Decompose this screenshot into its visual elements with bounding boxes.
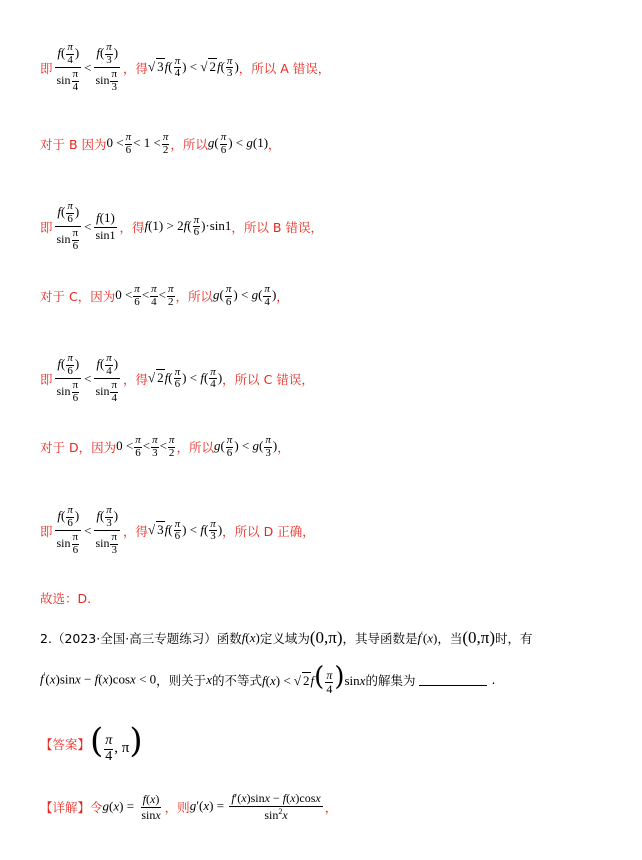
- expr-fx: f(x): [241, 630, 260, 645]
- fraction-c-right: f( $\frac{\pi}{4}$ ) sin $\frac{\pi}{4}$: [95, 352, 119, 404]
- fraction-d-right: f( $\frac{\pi}{3}$ ) sin $\frac{\pi}{3}$: [95, 504, 119, 556]
- detail-line: 【详解】 令 g(x) = $\frac{f(x)}{\sin x}$ ，则 g′(x) = $\frac{f'(x)\sin x - f(x)\cos x}{\sin^2x}$ ，: [40, 791, 338, 823]
- fraction-f-pi6-over-sin-pi6: f( $\frac{\pi}{6}$ ) sin $\frac{\pi}{6}$: [56, 200, 80, 252]
- fraction-c-left: f( $\frac{\pi}{6}$ ) sin $\frac{\pi}{6}$: [56, 352, 80, 404]
- problem-2-line-1: 2. （2023·全国·高三专题练习） 函数 f(x) 定义域为 (0,π) ，其导函数是 f′(x) ，当 (0,π) 时，有: [40, 628, 533, 647]
- line-b-conclusion: 即 f( $\frac{\pi}{6}$ ) sin $\frac{\pi}{6}$ < $\frac{f(1)}{\sin 1}$ ，得 f(1) > 2f( $\frac{\pi}{6}$ )·sin1 ，所以 B 错误，: [40, 200, 323, 252]
- inequality-d: √ 3f( $\frac{\pi}{6}$ ) < f( $\frac{\pi}{3}$ ): [148, 517, 223, 543]
- problem-number: 2.: [40, 630, 52, 646]
- inequality-c-g: g( $\frac{\pi}{6}$ ) < g( $\frac{\pi}{4}$ ): [213, 283, 277, 308]
- line-a-conclusion: 即 f( $\frac{\pi}{4}$ ) sin $\frac{\pi}{4}$ < f( $\frac{\pi}{3}$ ) sin $\frac{\pi}{3}$ ，得 √ 3f( $\frac{\pi}{4}$ ) < √ 2f( $\frac{\pi}{3}$ ) ，所以 A 错误，: [40, 41, 331, 93]
- answer-blank[interactable]: [419, 673, 487, 686]
- expr-interval: (0,π): [462, 628, 496, 647]
- problem-source: （2023·全国·高三专题练习）: [51, 631, 217, 646]
- line-choice: [40, 589, 632, 607]
- inequality-a: √ 3f( $\frac{\pi}{4}$ ) < √ 2f( $\frac{\pi}{3}$ ): [148, 54, 239, 80]
- inequality-problem: f(x) < √ 2f( $\frac{\pi}{4}$ )sinx: [261, 662, 366, 696]
- expr-fprime: f′(x): [417, 629, 438, 646]
- expr-domain: (0,π): [309, 628, 343, 647]
- fraction-d-left: f( $\frac{\pi}{6}$ ) sin $\frac{\pi}{6}$: [56, 504, 80, 556]
- answer-label: 【答案】: [40, 737, 91, 753]
- inequality-d-g: g( $\frac{\pi}{6}$ ) < g( $\frac{\pi}{3}$ ): [213, 434, 278, 459]
- problem-2-line-2: f′(x)sinx − f(x)cosx < 0 ，则关于 x 的不等式 f(x) < √ 2f( $\frac{\pi}{4}$ )sinx 的解集为 .: [40, 662, 496, 696]
- inequality-c: √ 2f( $\frac{\pi}{6}$ ) < f( $\frac{\pi}{4}$ ): [148, 365, 223, 391]
- inequality-b-g: g( $\frac{\pi}{6}$ ) < g(1): [207, 131, 269, 156]
- inequality-b-range: 0 < $\frac{\pi}{6}$ < 1 < $\frac{\pi}{2}$: [106, 131, 169, 156]
- line-b-because: 对于 B 因为 0 < $\frac{\pi}{6}$ < 1 < $\frac{\pi}{2}$ ，所以 g( $\frac{\pi}{6}$ ) < g(1) ，: [40, 131, 281, 156]
- expr-x: x: [206, 671, 212, 687]
- choice-text: 故选：D.: [40, 591, 92, 606]
- g-definition: g(x) = $\frac{f(x)}{\sin x}$: [102, 791, 161, 822]
- condition-expr: f′(x)sinx − f(x)cosx < 0: [40, 671, 157, 687]
- fraction-f1-over-sin1: $\frac{f(1)}{\sin 1}$: [95, 210, 116, 242]
- detail-label: 【详解】: [40, 800, 91, 816]
- inequality-b: f(1) > 2f( $\frac{\pi}{6}$ )·sin1: [144, 213, 232, 239]
- answer-value: ( $\frac{\pi}{4}$ , π): [90, 721, 143, 764]
- inequality-c-range: 0 < $\frac{\pi}{6}$ < $\frac{\pi}{4}$ < $\frac{\pi}{2}$: [115, 283, 174, 308]
- conclusion-a-text: ，所以 A 错误，: [238, 60, 331, 76]
- inequality-d-range: 0 < $\frac{\pi}{6}$ < $\frac{\pi}{3}$ < $\frac{\pi}{2}$: [116, 434, 175, 459]
- line-d-because: 对于 D，因为 0 < $\frac{\pi}{6}$ < $\frac{\pi}{3}$ < $\frac{\pi}{2}$ ，所以 g( $\frac{\pi}{6}$ ) < g( $\frac{\pi}{3}$ ) ，: [40, 434, 290, 459]
- de-text: ，得: [123, 60, 149, 76]
- fraction-f-pi3-over-sin-pi3: f( $\frac{\pi}{3}$ ) sin $\frac{\pi}{3}$: [95, 41, 119, 93]
- b-because-text: 对于 B 因为: [40, 137, 107, 153]
- line-d-conclusion: 即 f( $\frac{\pi}{6}$ ) sin $\frac{\pi}{6}$ < f( $\frac{\pi}{3}$ ) sin $\frac{\pi}{3}$ ，得 √ 3f( $\frac{\pi}{6}$ ) < f( $\frac{\pi}{3}$ ) ，所以 D 正确，: [40, 504, 315, 556]
- answer-line: [40, 721, 632, 764]
- ji-text: 即: [40, 60, 53, 76]
- line-c-because: 对于 C，因为 0 < $\frac{\pi}{6}$ < $\frac{\pi}{4}$ < $\frac{\pi}{2}$ ，所以 g( $\frac{\pi}{6}$ ) < g( $\frac{\pi}{4}$ ) ，: [40, 283, 289, 308]
- line-c-conclusion: 即 f( $\frac{\pi}{6}$ ) sin $\frac{\pi}{6}$ < f( $\frac{\pi}{4}$ ) sin $\frac{\pi}{4}$ ，得 √ 2f( $\frac{\pi}{6}$ ) < f( $\frac{\pi}{4}$ ) ，所以 C 错误，: [40, 352, 314, 404]
- suoyi-text: ，所以: [170, 137, 208, 153]
- fraction-f-pi4-over-sin-pi4: f( $\frac{\pi}{4}$ ) sin $\frac{\pi}{4}$: [56, 41, 80, 93]
- g-derivative: g′(x) = $\frac{f'(x)\sin x - f(x)\cos x}{\sin^2x}$: [189, 791, 321, 823]
